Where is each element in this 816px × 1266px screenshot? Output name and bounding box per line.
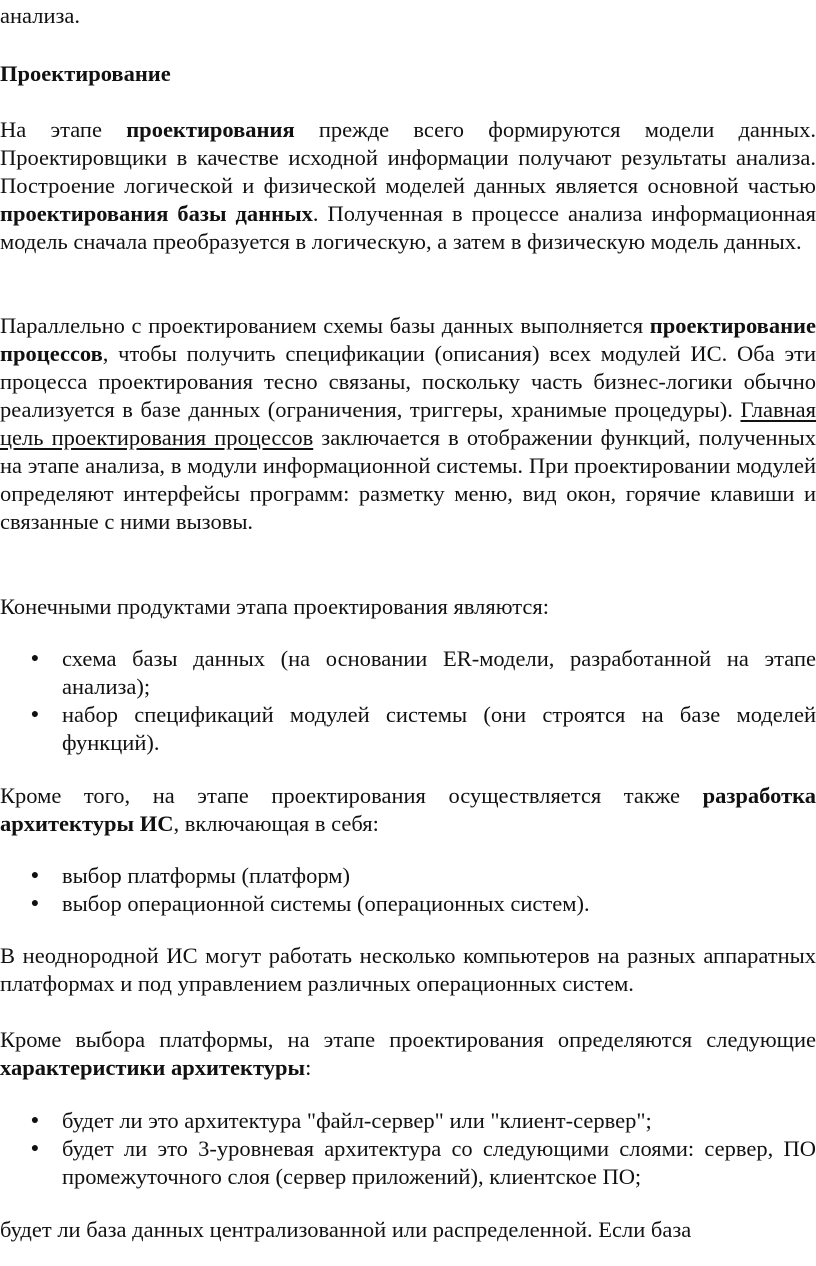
list-item-text: будет ли это 3-уровневая архитектура со следующими слоями: сервер, ПО промежуточного слоя (сервер приложений), клиентское ПО; xyxy=(62,1136,816,1189)
bold-term: проектирование процессов xyxy=(0,313,816,366)
section-heading xyxy=(0,60,816,88)
list-item xyxy=(0,1135,816,1191)
list-item xyxy=(0,701,816,757)
bold-term: проектирования базы данных xyxy=(0,201,313,226)
bold-term: разработка архитектуры ИС xyxy=(0,783,816,836)
bullet-icon: ● xyxy=(30,707,40,722)
text-fragment: будет ли база данных централизованной или распределенной. Если база xyxy=(0,1217,692,1242)
list-2 xyxy=(0,862,816,918)
text-fragment: , включающая в себя: xyxy=(173,811,379,836)
bold-term: проектирования xyxy=(126,117,295,142)
list-item-text: выбор операционной системы (операционных систем). xyxy=(62,891,590,916)
list-item xyxy=(0,645,816,701)
paragraph-5 xyxy=(0,942,816,998)
bullet-icon: ● xyxy=(30,651,40,666)
text-fragment: прежде всего формируются модели данных. xyxy=(294,117,816,142)
bullet-icon: ● xyxy=(30,1141,40,1156)
list-item-text: набор спецификаций модулей системы (они строятся на базе моделей функций). xyxy=(62,702,816,755)
text-fragment: анализа. xyxy=(0,3,80,28)
text-fragment: Параллельно с проектированием схемы базы данных выполняется xyxy=(0,313,650,338)
bold-term: характеристики архитектуры xyxy=(0,1055,306,1080)
text-fragment: Кроме выбора платформы, на этапе проектирования определяются следующие xyxy=(0,1027,816,1052)
list-item xyxy=(0,1107,816,1135)
paragraph-3 xyxy=(0,593,816,621)
list-item-text: выбор платформы (платформ) xyxy=(62,863,351,888)
text-fragment: Проектировщики в качестве исходной информации получают результаты анализа. Построение логической и физической моделей данных является основной частью xyxy=(0,145,816,198)
bullet-icon: ● xyxy=(30,1113,40,1128)
bottom-line xyxy=(0,1216,816,1244)
text-fragment: Кроме того, на этапе проектирования осуществляется также xyxy=(0,783,703,808)
list-1 xyxy=(0,645,816,757)
paragraph-1 xyxy=(0,116,816,256)
bullet-icon: ● xyxy=(30,868,40,883)
list-item xyxy=(0,862,816,890)
top-line xyxy=(0,2,816,30)
text-fragment: . Полученная в процессе анализа информационная модель сначала преобразуется в логическую, а затем в физическую модель данных. xyxy=(0,201,816,254)
text-fragment: , чтобы получить спецификации (описания) всех модулей ИС. Оба эти процесса проектирования тесно связаны, поскольку часть бизнес-логики обычно реализуется в базе данных (ограничения, триггеры, хранимые процедуры). xyxy=(0,341,816,422)
paragraph-4 xyxy=(0,782,816,838)
list-item-text: схема базы данных (на основании ER-модели, разработанной на этапе анализа); xyxy=(62,646,816,699)
list-item-text: будет ли это архитектура "файл-сервер" или "клиент-сервер"; xyxy=(62,1108,652,1133)
text-fragment: В неоднородной ИС могут работать несколько компьютеров на разных аппаратных платформах и под управлением различных операционных систем. xyxy=(0,943,816,996)
paragraph-2 xyxy=(0,312,816,536)
text-fragment: заключается в отображении функций, полученных на этапе анализа, в модули информационной системы. При проектировании модулей определяют интерфейсы программ: разметку меню, вид окон, горячие клавиши и связанные с ними вызовы. xyxy=(0,425,816,534)
paragraph-6 xyxy=(0,1026,816,1082)
text-fragment: : xyxy=(305,1055,312,1080)
text-fragment: Конечными продуктами этапа проектирования являются: xyxy=(0,594,549,619)
underlined-term: Главная цель проектирования процессов xyxy=(0,397,816,450)
list-3 xyxy=(0,1107,816,1191)
text-fragment: На этапе xyxy=(0,117,127,142)
heading-text: Проектирование xyxy=(0,61,171,86)
bullet-icon: ● xyxy=(30,896,40,911)
list-item xyxy=(0,890,816,918)
